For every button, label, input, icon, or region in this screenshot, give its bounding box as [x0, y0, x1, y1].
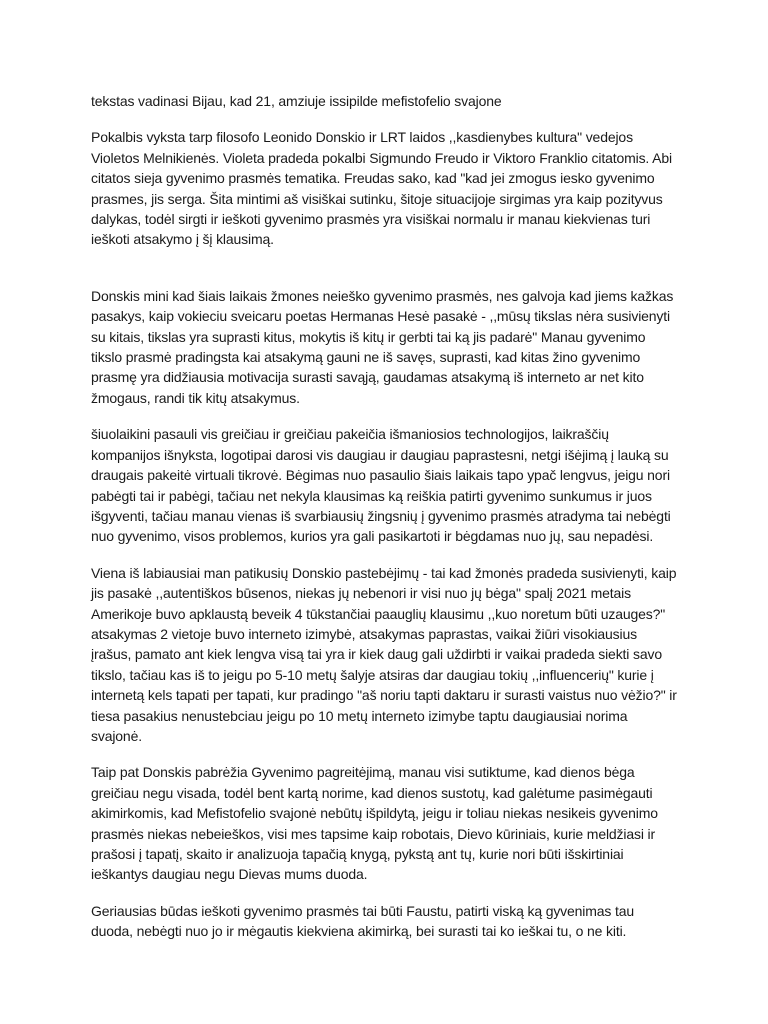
paragraph-intro: Pokalbis vyksta tarp filosofo Leonido Donskio ir LRT laidos ,,kasdienybes kultura" vedejos Violetos Melnikienės. Violeta pradeda pokalbi Sigmundo Freudo ir Viktoro Franklio citatomis. Abi citatos sieja gyvenimo prasmės tematika. Freudas sako, kad "kad jei zmogus iesko gyvenimo prasmes, jis serga. Šita mintimi aš visiškai sutinku, šitoje situacijoje sirgimas yra kaip pozityvus dalykas, todėl sirgti ir ieškoti gyvenimo prasmės yra visiškai normalu ir manau kiekvienas turi ieškoti atsakymo į šį klausimą. [91, 129, 672, 248]
paragraph-acceleration: Taip pat Donskis pabrėžia Gyvenimo pagreitėjimą, manau visi sutiktume, kad dienos bėga greičiau negu visada, todėl bent kartą norime, kad dienos sustotų, kad galėtume pasimėgauti akimirkomis, kad Mefistofelio svajonė nebūtų išpildytą, jeigu ir toliau niekas nesikeis gyvenimo prasmės niekas nebeieškos, visi mes tapsime kaip robotais, Dievo kūriniais, kurie meldžiasi ir prašosi į tapatį, skaito ir analizuoja tapačią knygą, pykstą ant tų, kurie nori būti išskirtiniai ieškantys daugiau negu Dievas mums duoda. [91, 764, 658, 883]
paragraph-donskis-meaning: Donskis mini kad šiais laikais žmones neieško gyvenimo prasmės, nes galvoja kad jiems kažkas pasakys, kaip vokieciu sveicaru poetas Hermanas Hesė pasakė - ,,mūsų tikslas nėra susivienyti su kitais, tikslas yra suprasti kitus, mokytis iš kitų ir gerbti tai ką jis padarė" Manau gyvenimo tikslo prasmė pradingsta kai atsakymą gauni ne iš savęs, suprasti, kad kitas žino gyvenimo prasmę yra didžiausia motivacija surasti savąją, gaudamas atsakymą iš interneto ar net kito žmogaus, randi tik kitų atsakymus. [91, 287, 674, 406]
document-title-line: tekstas vadinasi Bijau, kad 21, amziuje issipilde mefistofelio svajone [91, 93, 502, 109]
blank-line [91, 266, 677, 286]
paragraph-technology: šiuolaikini pasauli vis greičiau ir greičiau pakeičia išmaniosios technologijos, laikraščių kompanijos išnyksta, logotipai darosi vis daugiau ir daugiau paprastesni, netgi išėjimą į lauką su draugais pakeitė virtuali tikrovė. Bėgimas nuo pasaulio šiais laikais tapo ypač lengvus, jeigu nori pabėgti tai ir pabėgi, tačiau net nekyla klausimas ką reiškia patirti gyvenimo sunkumus ir juos išgyventi, tačiau manau vienas iš svarbiausių žingsnių į gyvenimo prasmės atradyma tai nebėgti nuo gyvenimo, visos problemos, kurios yra gali pasikartoti ir bėgdamas nuo jų, sau nepadėsi. [91, 426, 671, 545]
paragraph-authenticity: Viena iš labiausiai man patikusių Donskio pastebėjimų - tai kad žmonės pradeda susivienyti, kaip jis pasakė ,,autentiškos būsenos, niekas jų nebenori ir visi nuo jų bėga" spalį 2021 metais Amerikoje buvo apklaustą beveik 4 tūkstančiai paauglių klausimu ,,kuo noretum būti uzauges?" atsakymas 2 vietoje buvo interneto izimybė, atsakymas paprastas, vaikai žiūri visokiausius įrašus, pamato ant kiek lengva visą tai yra ir kiek daug gali uždirbti ir vaikai pradeda siekti savo tikslo, tačiau kas iš to jeigu po 5-10 metų šalyje atsiras dar daugiau tokių ,,influencerių" kurie į internetą kels tapati per tapati, kur pradingo "aš noriu tapti daktaru ir surasti vaistus nuo vėžio?" ir tiesa pasakius nenustebciau jeigu po 10 metų interneto izimybe taptu daugiausiai norima svajonė. [91, 564, 677, 744]
document-body [91, 91, 677, 958]
paragraph-conclusion: Geriausias būdas ieškoti gyvenimo prasmės tai būti Faustu, patirti viską ką gyvenimas tau duoda, nebėgti nuo jo ir mėgautis kiekviena akimirką, bei surasti tai ko ieškai tu, o ne kiti. [91, 902, 635, 940]
